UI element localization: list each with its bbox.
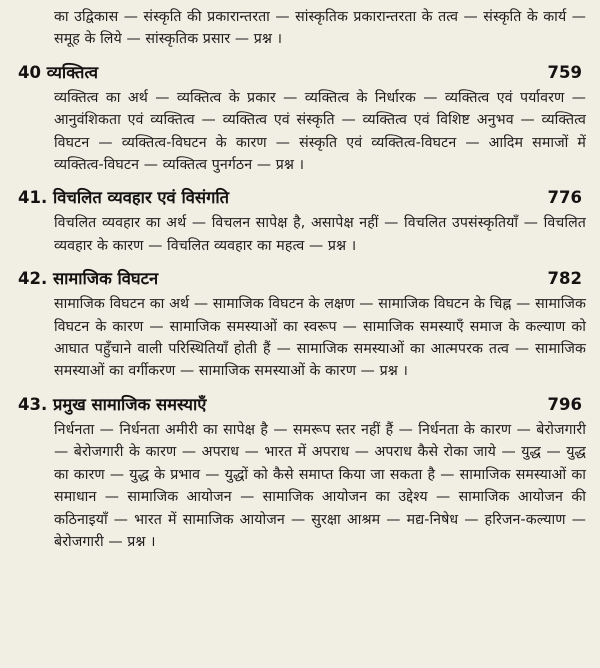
- chapter-title: सामाजिक विघटन: [52, 269, 159, 289]
- chapter-title-line: [18, 393, 206, 417]
- intro-paragraph: का उद्विकास — संस्कृति की प्रकारान्तरता — सांस्कृतिक प्रकारान्तरता के तत्व — संस्कृति के कार्य — समूह के लिये — सांस्कृतिक प्रसार — प्रश्न ।: [54, 9, 586, 48]
- chapter-title-line: [18, 267, 158, 291]
- chapter-40: [18, 61, 586, 177]
- chapter-topics: व्यक्तित्व का अर्थ — व्यक्तित्व के प्रकार — व्यक्तित्व के निर्धारक — व्यक्तित्व एवं पर्यावरण — आनुवंशिकता एवं व्यक्तित्व — व्यक्तित्व एवं संस्कृति — व्यक्तित्व एवं विशिष्ट अनुभव — व्यक्तित्व विघटन — व्यक्तित्व-विघटन के कारण — संस्कृति एवं व्यक्तित्व-विघटन — आदिम समाजों में व्यक्तित्व-विघटन — व्यक्तित्व पुनर्गठन — प्रश्न ।: [54, 89, 586, 174]
- chapter-heading: [18, 393, 586, 417]
- chapter-topics: विचलित व्यवहार का अर्थ — विचलन सापेक्ष है, असापेक्ष नहीं — विचलित उपसंस्कृतियाँ — विचलित व्यवहार के कारण — विचलित व्यवहार का महत्व — प्रश्न ।: [54, 215, 586, 254]
- chapter-page-number: 759: [547, 62, 582, 82]
- chapter-41: [18, 186, 586, 257]
- chapter-title-line: [18, 186, 229, 210]
- chapter-heading: [18, 267, 586, 291]
- chapter-page-number: 782: [547, 269, 582, 289]
- chapter-43: [18, 393, 586, 553]
- chapter-heading: [18, 186, 586, 210]
- chapter-number: 40: [18, 62, 41, 82]
- chapter-title: व्यक्तित्व: [46, 62, 99, 82]
- chapter-title-line: [18, 61, 98, 85]
- chapter-topics: सामाजिक विघटन का अर्थ — सामाजिक विघटन के लक्षण — सामाजिक विघटन के चिह्न — सामाजिक विघटन के कारण — सामाजिक समस्याओं का स्वरूप — सामाजिक समस्याएँ समाज के कल्याण को आघात पहुँचाने वाली परिस्थितियाँ होती हैं — सामाजिक समस्याओं का आत्मपरक तत्व — सामाजिक समस्याओं का वर्गीकरण — सामाजिक समस्याओं के कारण — प्रश्न ।: [54, 296, 586, 380]
- chapter-number: 41.: [18, 188, 48, 208]
- chapter-topics: निर्धनता — निर्धनता अमीरी का सापेक्ष है — समरूप स्तर नहीं हैं — निर्धनता के कारण — बेरोजगारी — बेरोजगारी के कारण — अपराध — भारत में अपराध — अपराध कैसे रोका जाये — युद्ध — युद्ध का कारण — युद्ध के प्रभाव — युद्धों को कैसे समाप्त किया जा सकता है — सामाजिक समस्याओं का समाधान — सामाजिक आयोजन — सामाजिक आयोजन का उद्देश्य — सामाजिक आयोजन की कठिनाइयाँ — भारत में सामाजिक आयोजन — सुरक्षा आश्रम — मद्य-निषेध — हरिजन-कल्याण — बेरोजगारी — प्रश्न ।: [54, 421, 586, 550]
- chapter-42: [18, 267, 586, 383]
- chapter-number: 43.: [18, 394, 48, 414]
- chapter-page-number: 776: [547, 188, 582, 208]
- chapter-title: विचलित व्यवहार एवं विसंगति: [52, 188, 230, 208]
- chapter-number: 42.: [18, 269, 48, 289]
- chapter-page-number: 796: [547, 394, 582, 414]
- chapter-title: प्रमुख सामाजिक समस्याएँ: [52, 394, 207, 414]
- chapter-heading: [18, 61, 586, 85]
